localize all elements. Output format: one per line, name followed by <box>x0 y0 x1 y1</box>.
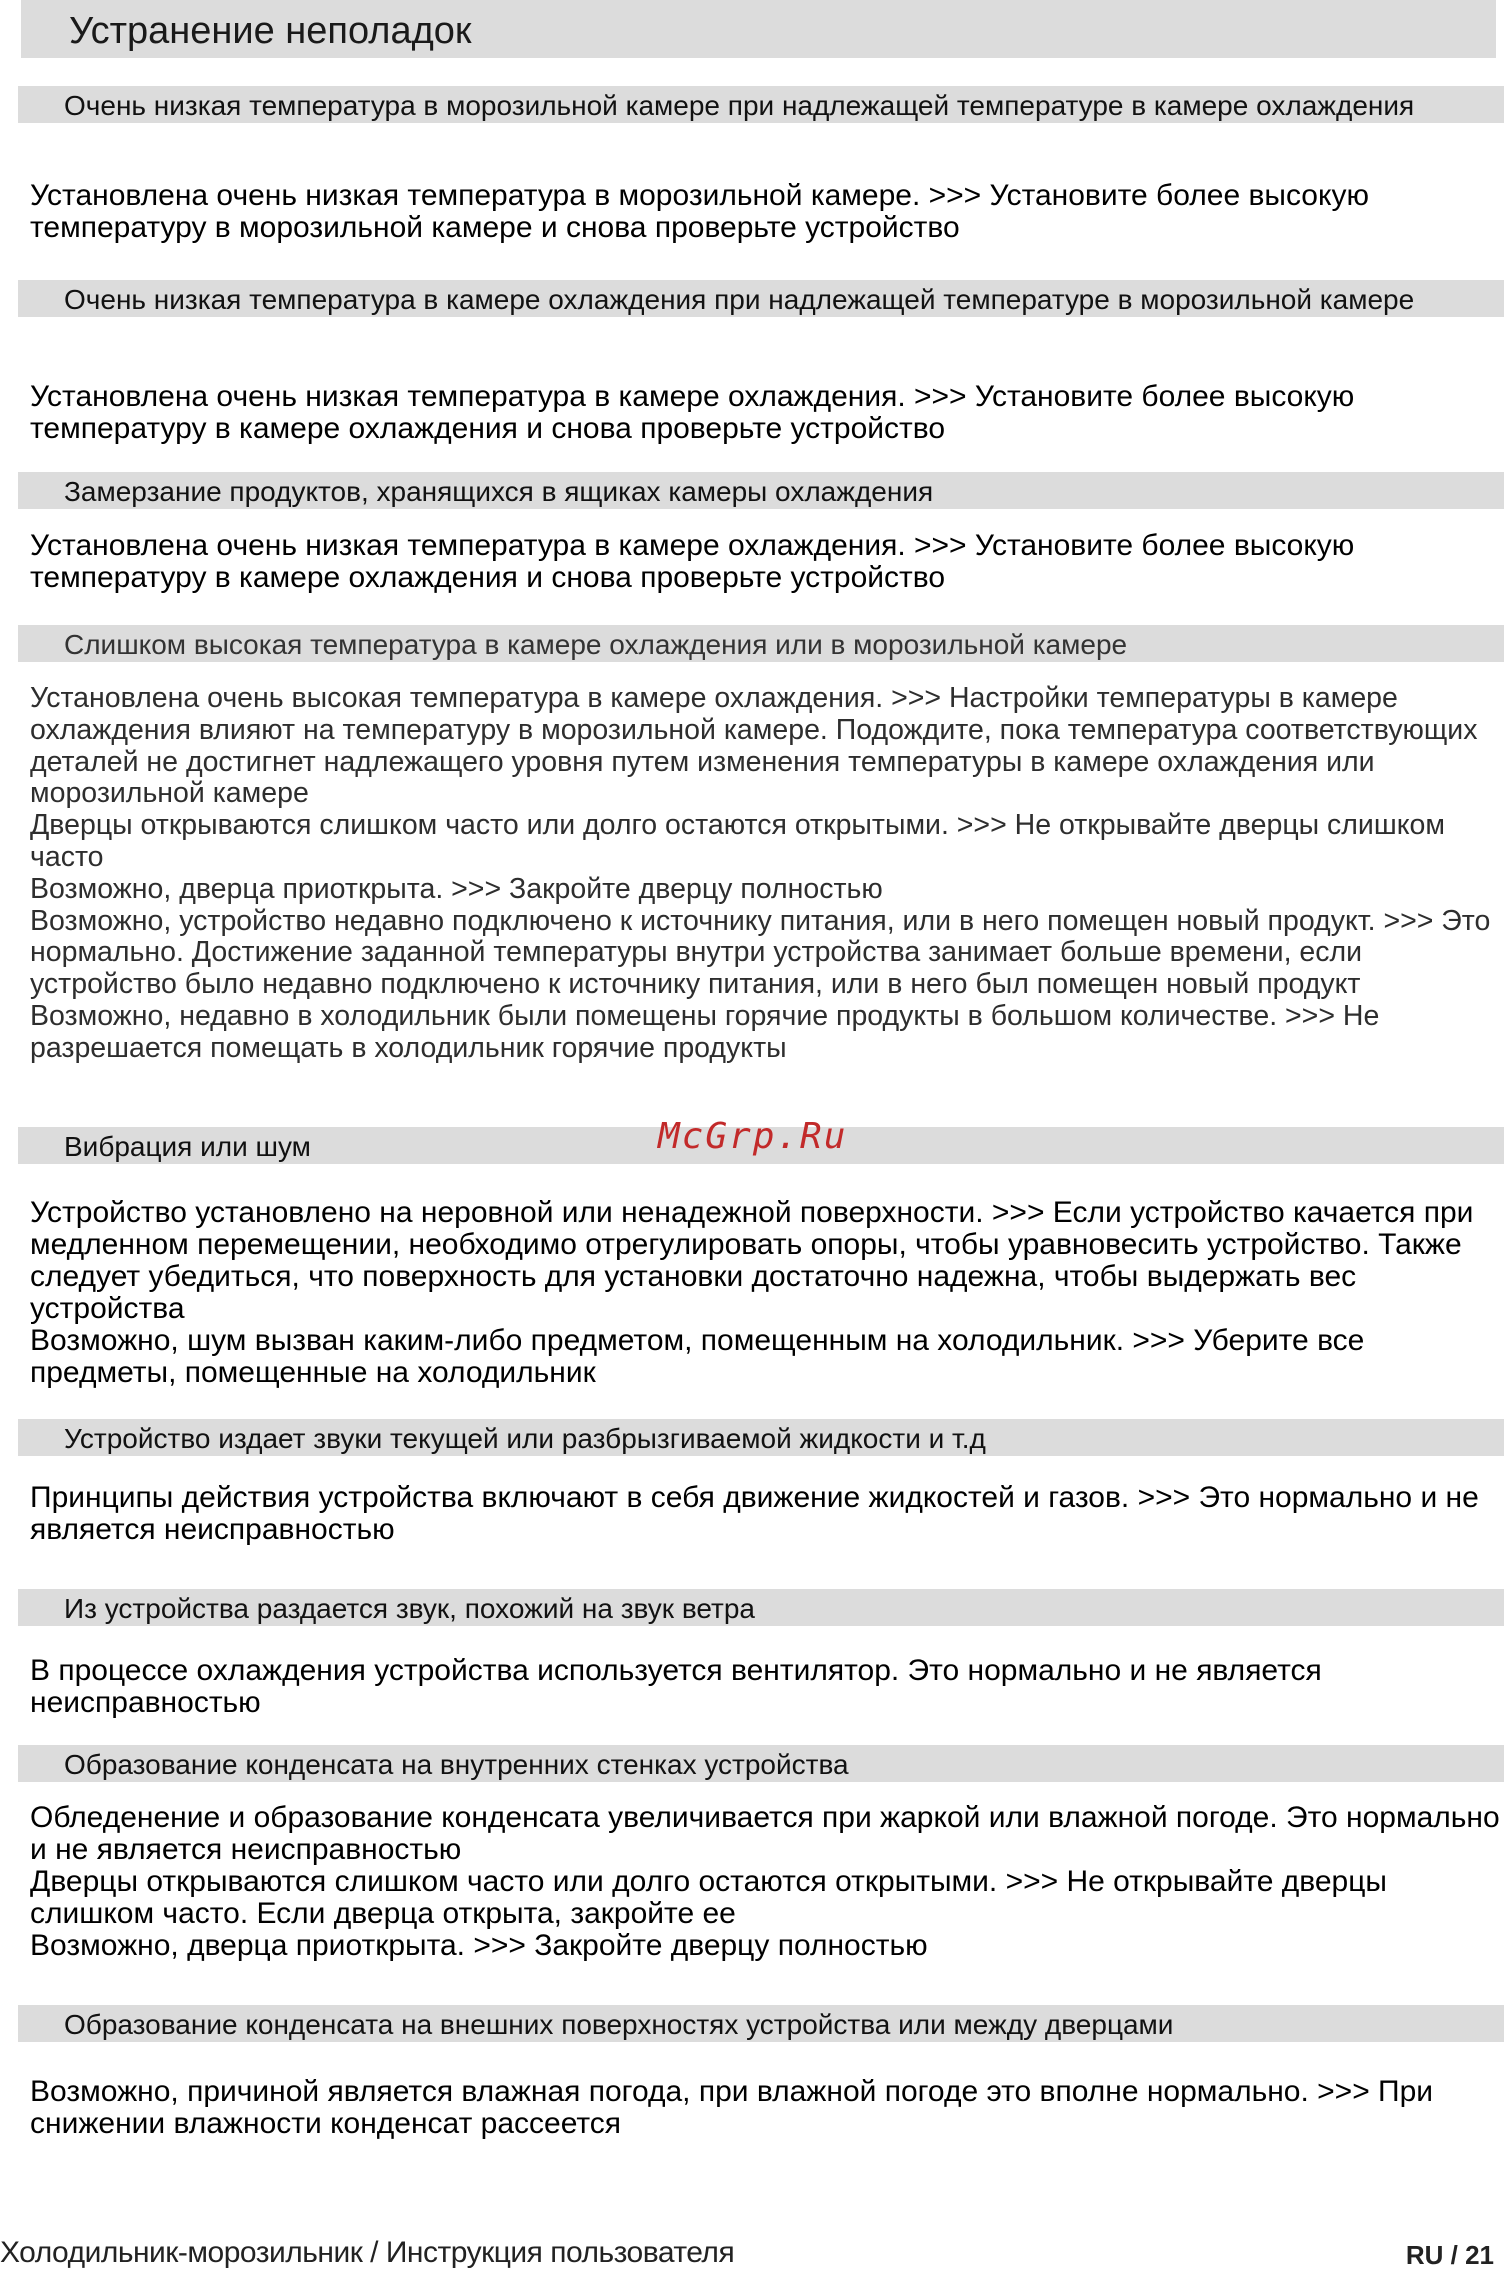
solution-block <box>30 683 1500 1065</box>
solution-text: Установлена очень высокая температура в камере охлаждения. >>> Настройки температуры в камере охлаждения влияют на температуру в морозильной камере. Подождите, пока температура соответствующих деталей не достигнет надлежащего уровня путем изменения температуры в камере охлаждения или морозильной камере <box>30 682 1478 810</box>
solution-text: Устройство установлено на неровной или ненадежной поверхности. >>> Если устройство качается при медленном перемещении, необходимо отрегулировать опоры, чтобы уравновесить устройство. Также следует убедиться, что поверхность для установки достаточно надежна, чтобы выдержать вес устройства <box>30 1196 1474 1325</box>
solution-text: Установлена очень низкая температура в камере охлаждения. >>> Установите более высокую температуру в камере охлаждения и снова проверьте устройство <box>30 380 1355 445</box>
issue-heading: Замерзание продуктов, хранящихся в ящиках камеры охлаждения <box>18 472 1504 509</box>
solution-block <box>30 1655 1500 1719</box>
issue-heading: Очень низкая температура в морозильной камере при надлежащей температуре в камере охлаждения <box>18 86 1504 123</box>
solution-block <box>30 381 1500 445</box>
solution-block <box>30 530 1500 594</box>
solution-text: Принципы действия устройства включают в себя движение жидкостей и газов. >>> Это нормально и не является неисправностью <box>30 1481 1479 1546</box>
solution-text: Возможно, недавно в холодильник были помещены горячие продукты в большом количестве. >>> Не разрешается помещать в холодильник горячие продукты <box>30 999 1380 1064</box>
solution-block <box>30 1197 1500 1389</box>
solution-text: Дверцы открываются слишком часто или долго остаются открытыми. >>> Не открывайте дверцы слишком часто. Если дверца открыта, закройте ее <box>30 1865 1387 1930</box>
solution-text: Установлена очень низкая температура в морозильной камере. >>> Установите более высокую температуру в морозильной камере и снова проверьте устройство <box>30 179 1369 244</box>
solution-block <box>30 2076 1500 2140</box>
solution-text: Возможно, устройство недавно подключено к источнику питания, или в него помещен новый продукт. >>> Это нормально. Достижение заданной температуры внутри устройства занимает больше времени, если устройство было недавно подключено к источнику питания, или в него был помещен новый продукт <box>30 904 1491 1001</box>
issue-heading: Образование конденсата на внутренних стенках устройства <box>18 1745 1504 1782</box>
issue-heading: Очень низкая температура в камере охлаждения при надлежащей температуре в морозильной камере <box>18 280 1504 317</box>
footer-title: Холодильник-морозильник / Инструкция пользователя <box>0 2236 735 2269</box>
issue-heading: Образование конденсата на внешних поверхностях устройства или между дверцами <box>18 2005 1504 2042</box>
page-title: Устранение неполадок <box>21 0 1496 58</box>
solution-text: Дверцы открываются слишком часто или долго остаются открытыми. >>> Не открывайте дверцы слишком часто <box>30 809 1445 873</box>
watermark-text: McGrp.Ru <box>658 1116 848 1157</box>
solution-block <box>30 1482 1500 1546</box>
solution-block <box>30 180 1500 244</box>
solution-text: Установлена очень низкая температура в камере охлаждения. >>> Установите более высокую температуру в камере охлаждения и снова проверьте устройство <box>30 529 1355 594</box>
solution-text: Возможно, причиной является влажная погода, при влажной погоде это вполне нормально. >>> При снижении влажности конденсат рассеется <box>30 2075 1434 2140</box>
solution-text: Возможно, шум вызван каким-либо предметом, помещенным на холодильник. >>> Уберите все предметы, помещенные на холодильник <box>30 1324 1365 1389</box>
issue-heading: Из устройства раздается звук, похожий на звук ветра <box>18 1589 1504 1626</box>
issue-heading: Устройство издает звуки текущей или разбрызгиваемой жидкости и т.д <box>18 1419 1504 1456</box>
solution-block <box>30 1802 1500 1962</box>
issue-heading: Слишком высокая температура в камере охлаждения или в морозильной камере <box>18 625 1504 662</box>
issue-heading: Вибрация или шум <box>18 1127 1504 1164</box>
solution-text: Возможно, дверца приоткрыта. >>> Закройте дверцу полностью <box>30 872 883 905</box>
solution-text: Обледенение и образование конденсата увеличивается при жаркой или влажной погоде. Это нормально и не является неисправностью <box>30 1801 1500 1866</box>
solution-text: В процессе охлаждения устройства используется вентилятор. Это нормально и не является неисправностью <box>30 1654 1322 1719</box>
solution-text: Возможно, дверца приоткрыта. >>> Закройте дверцу полностью <box>30 1929 928 1962</box>
page-number: RU / 21 <box>1405 2240 1494 2270</box>
